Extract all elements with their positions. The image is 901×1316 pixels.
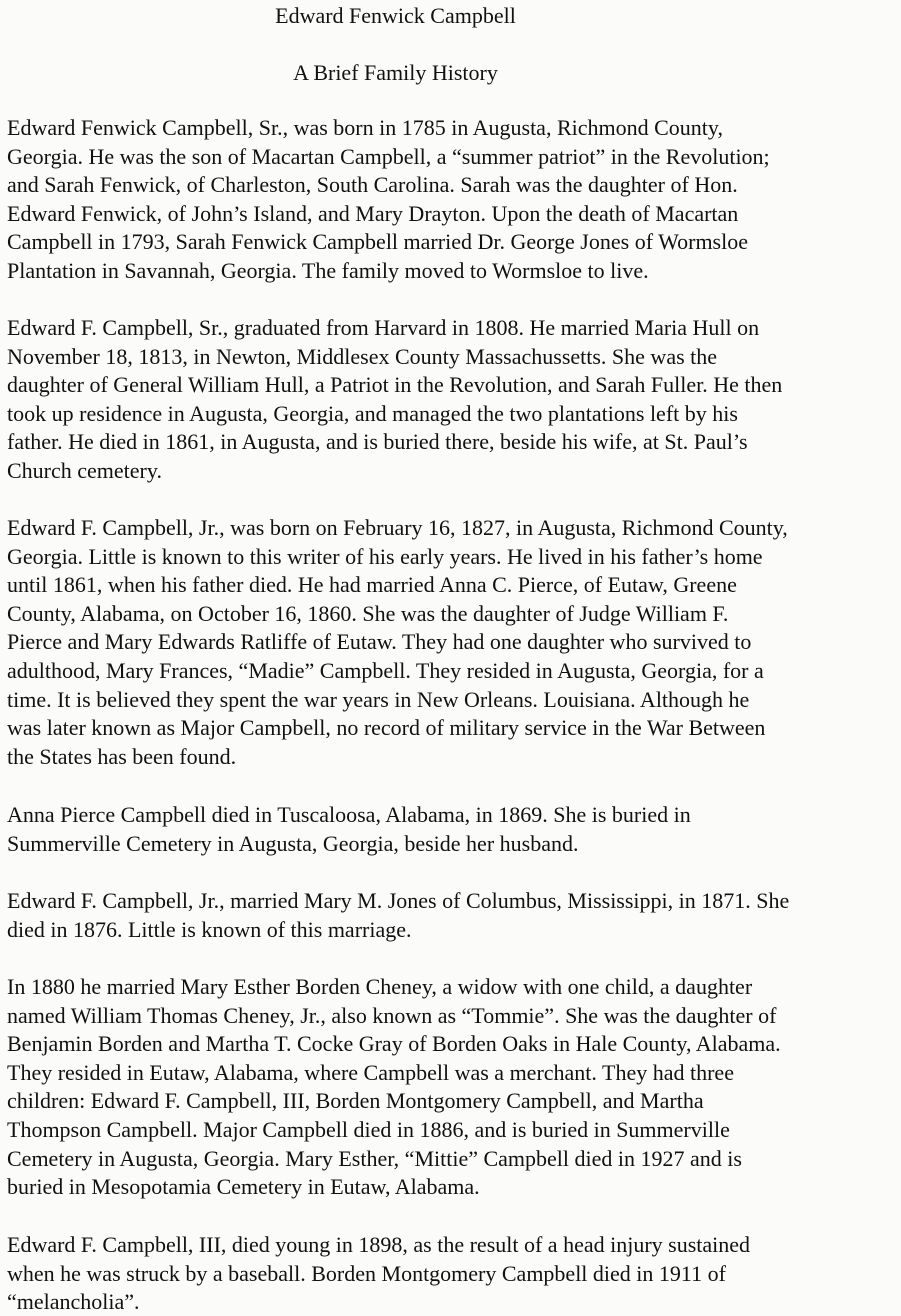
paragraph-third-marriage [7,973,901,1202]
text-line: Summerville Cemetery in Augusta, Georgia, beside her husband. [7,830,579,856]
document-subtitle: A Brief Family History [293,60,498,85]
text-line: adulthood, Mary Frances, “Madie” Campbell. They resided in Augusta, Georgia, for a [7,657,764,683]
paragraph-birth-and-parents [7,114,901,286]
paragraph-harvard-and-marriage [7,314,901,486]
text-line: Edward F. Campbell, Sr., graduated from Harvard in 1808. He married Maria Hull on [7,315,760,340]
text-line: the States has been found. [7,743,237,769]
text-line: Benjamin Borden and Martha T. Cocke Gray of Borden Oaks in Hale County, Alabama. [7,1031,781,1057]
text-line: died in 1876. Little is known of this marriage. [7,916,412,942]
text-line: They resided in Eutaw, Alabama, where Campbell was a merchant. They had three [7,1059,734,1085]
text-line: Plantation in Savannah, Georgia. The family moved to Wormsloe to live. [7,257,649,283]
text-line: Georgia. He was the son of Macartan Campbell, a “summer patriot” in the Revolution; [7,143,770,169]
text-line: Edward Fenwick Campbell, Sr., was born in 1785 in Augusta, Richmond County, [7,115,723,140]
document-title: Edward Fenwick Campbell [275,3,516,28]
text-line: named William Thomas Cheney, Jr., also known as “Tommie”. She was the daughter of [7,1002,777,1028]
text-line: time. It is believed they spent the war years in New Orleans. Louisiana. Although he [7,686,750,712]
text-line: was later known as Major Campbell, no record of military service in the War Between [7,715,766,741]
text-line: took up residence in Augusta, Georgia, and managed the two plantations left by his [7,400,738,426]
text-line: daughter of General William Hull, a Patriot in the Revolution, and Sarah Fuller. He then [7,372,783,398]
paragraph-anna-pierce [7,801,901,858]
text-line: Thompson Campbell. Major Campbell died in 1886, and is buried in Summerville [7,1116,730,1142]
text-line: November 18, 1813, in Newton, Middlesex County Massachussetts. She was the [7,343,718,369]
text-line: Cemetery in Augusta, Georgia. Mary Esther, “Mittie” Campbell died in 1927 and is [7,1145,742,1171]
text-line: when he was struck by a baseball. Borden Montgomery Campbell died in 1911 of [7,1260,726,1286]
text-line: Edward Fenwick, of John’s Island, and Mary Drayton. Upon the death of Macartan [7,200,739,226]
text-line: children: Edward F. Campbell, III, Borden Montgomery Campbell, and Martha [7,1088,704,1114]
text-line: Campbell in 1793, Sarah Fenwick Campbell married Dr. George Jones of Wormsloe [7,229,748,255]
text-line: Anna Pierce Campbell died in Tuscaloosa, Alabama, in 1869. She is buried in [7,802,691,827]
text-line: Georgia. Little is known to this writer of his early years. He lived in his father’s home [7,543,763,569]
text-line: father. He died in 1861, in Augusta, and is buried there, beside his wife, at St. Paul’s [7,429,748,455]
paragraph-junior-early-life [7,514,901,771]
text-line: and Sarah Fenwick, of Charleston, South Carolina. Sarah was the daughter of Hon. [7,172,738,198]
text-line: In 1880 he married Mary Esther Borden Cheney, a widow with one child, a daughter [7,974,753,999]
text-line: County, Alabama, on October 16, 1860. She was the daughter of Judge William F. [7,600,729,626]
text-line: Church cemetery. [7,457,162,483]
text-line: until 1861, when his father died. He had married Anna C. Pierce, of Eutaw, Greene [7,572,737,598]
text-line: Edward F. Campbell, Jr., married Mary M. Jones of Columbus, Mississippi, in 1871. She [7,888,790,913]
paragraph-second-marriage [7,887,901,944]
text-line: Edward F. Campbell, Jr., was born on February 16, 1827, in Augusta, Richmond County, [7,515,788,540]
text-line: Pierce and Mary Edwards Ratliffe of Eutaw. They had one daughter who survived to [7,629,752,655]
text-line: “melancholia”. [7,1289,140,1315]
text-line: Edward F. Campbell, III, died young in 1898, as the result of a head injury sustained [7,1232,751,1257]
paragraph-children-deaths [7,1231,901,1316]
text-line: buried in Mesopotamia Cemetery in Eutaw, Alabama. [7,1174,480,1200]
